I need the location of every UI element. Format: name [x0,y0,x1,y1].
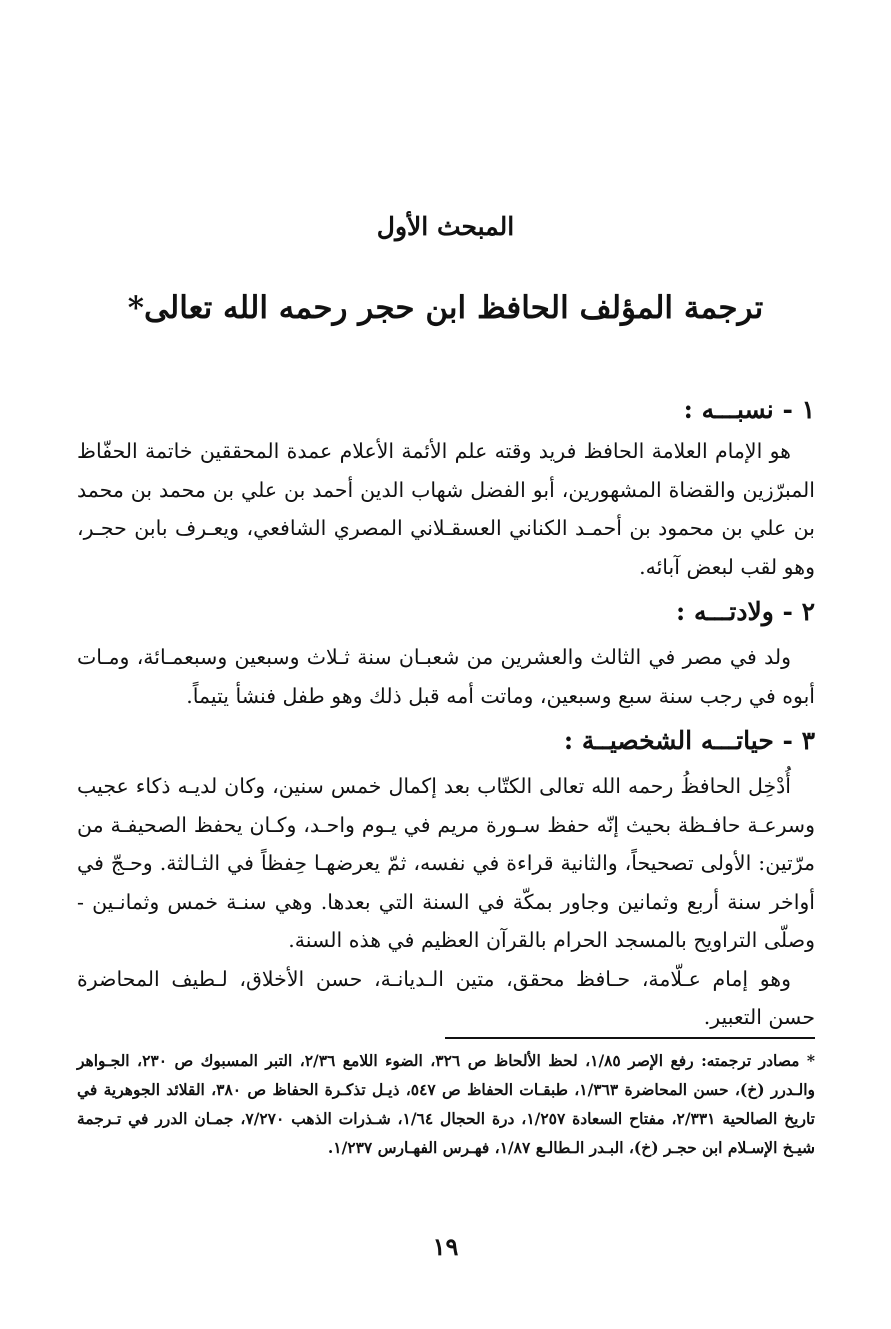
body-content [77,388,815,1037]
chapter-title: المبحث الأول [376,212,515,241]
section-heading-personal-life: ٣ - حياتـــه الشخصيــة : [563,726,815,755]
page-number: ١٩ [432,1232,459,1261]
section-personal-life [77,719,815,1037]
main-title: ترجمة المؤلف الحافظ ابن حجر رحمه الله تعالى* [127,290,764,326]
section-birth [77,590,815,715]
footnote-sources: * مصادر ترجمته: رفع الإصر ١/٨٥، لحظ الألحاظ ص ٣٢٦، الضوء اللامع ٢/٣٦، التبر المسبوك ص ٢٣٠، الجـواهر والـدرر (خ)، حسن المحاضرة ١/٣٦٣، طبقـات الحفاظ ص ٥٤٧، ذيـل تذكـرة الحفاظ ص ٣٨٠، القلائد الجوهرية في تاريخ الصالحية ٢/٣٣١، مفتاح السعادة ١/٢٥٧، درة الحجال ١/٦٤، شـذرات الذهب ٧/٢٧٠، جمـان الدرر في تـرجمة شيـخ الإسـلام ابن حجـر (خ)، البـدر الـطالـع ١/٨٧، فهـرس الفهـارس ١/٢٣٧. [77,1051,816,1157]
section-heading-lineage: ١ - نسبـــه : [683,395,815,424]
paragraph-personal-life-1: أُدْخِل الحافظُ رحمه الله تعالى الكتّاب بعد إكمال خمس سنين، وكان لديـه ذكاء عجيب وسرعـة حافـظة بحيث إنّه حفظ سـورة مريم في يـوم واحـد، وكـان يحفظ الصحيفـة من مرّتين: الأولى تصحيحاً، والثانية قراءة في نفسه، ثمّ يعرضهـا حِفظاً في الثـالثة. وحـجّ في أواخر سنة أربع وثمانين وجاور بمكّة في السنة التي بعدها. وهي سنـة خمس وثمانـين - وصلّى التراويح بالمسجد الحرام بالقرآن العظيم في هذه السنة. [77,774,816,952]
paragraph-personal-life-2: وهو إمام عـلّامة، حـافظ محقق، متين الـديانـة، حسن الأخلاق، لـطيف المحاضرة حسن التعبير. [77,966,815,1029]
paragraph-lineage: هو الإمام العلامة الحافظ فريد وقته علم الأئمة الأعلام عمدة المحققين خاتمة الحفّاظ المبرّزين والقضاة المشهورين، أبو الفضل شهاب الدين أحمد بن علي بن محمد بن محمد بن علي بن محمود بن أحمـد الكناني العسقـلاني المصري الشافعي، ويعـرف بابن حجـر، وهو لقب لبعض آبائه. [77,439,815,579]
section-lineage [77,388,815,586]
footnote-divider [445,1037,815,1039]
paragraph-birth: ولد في مصر في الثالث والعشرين من شعبـان سنة ثـلاث وسبعين وسبعمـائة، ومـات أبوه في رجب سنة سبع وسبعين، وماتت أمه قبل ذلك وهو طفل فنشأ يتيماً. [77,645,815,708]
section-heading-birth: ٢ - ولادتـــه : [676,597,815,626]
